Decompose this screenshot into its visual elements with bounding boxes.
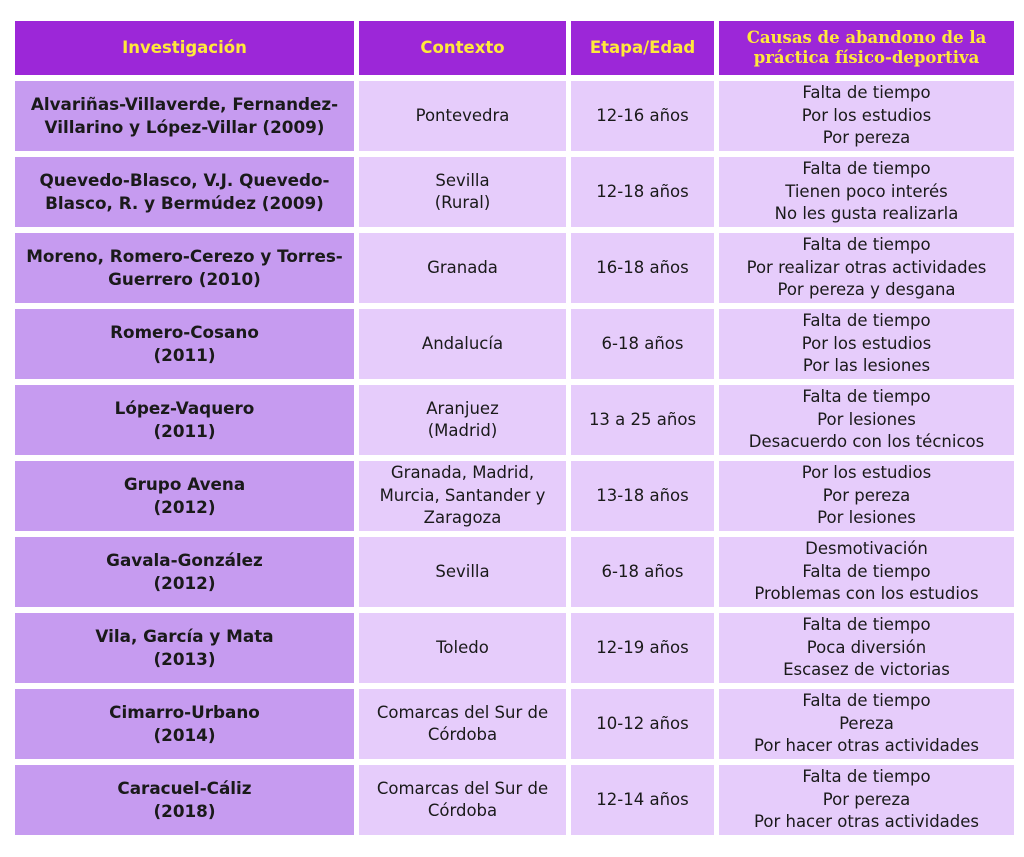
cell-line: (2013) — [153, 649, 216, 669]
context-cell — [359, 613, 566, 683]
header-row — [15, 21, 1014, 75]
table-row — [15, 157, 1014, 227]
context-cell — [359, 233, 566, 303]
table-row — [15, 689, 1014, 759]
causes-cell — [719, 309, 1014, 379]
cell-line: Moreno, Romero-Cerezo y Torres- — [26, 246, 343, 266]
cell-line: Córdoba — [427, 725, 498, 744]
author-cell — [15, 233, 354, 303]
author-cell — [15, 81, 354, 151]
cell-line: Falta de tiempo — [802, 690, 931, 710]
cell-line: (Rural) — [434, 193, 491, 212]
context-cell — [359, 81, 566, 151]
causes-cell — [719, 81, 1014, 151]
cell-line: Por hacer otras actividades — [754, 812, 979, 832]
cell-line: (Madrid) — [427, 421, 498, 440]
cell-line: Poca diversión — [806, 637, 927, 657]
cell-line: No les gusta realizarla — [774, 204, 959, 224]
context-cell — [359, 765, 566, 835]
table-row — [15, 765, 1014, 835]
age-cell: 6-18 años — [571, 537, 714, 607]
author-cell — [15, 613, 354, 683]
author-cell — [15, 461, 354, 531]
cell-line: Por las lesiones — [802, 356, 931, 376]
cell-line: (2014) — [153, 725, 216, 745]
table-header — [15, 21, 1014, 75]
cell-line: Comarcas del Sur de — [376, 702, 549, 722]
cell-line: Alvariñas-Villaverde, Fernandez- — [30, 94, 339, 114]
cell-line: Problemas con los estudios — [754, 584, 979, 604]
cell-line: (2011) — [153, 345, 216, 365]
cell-line: Pereza — [839, 713, 894, 733]
header-investigacion: Investigación — [15, 21, 354, 75]
cell-line: Por pereza — [822, 128, 911, 148]
cell-line: Por pereza — [822, 789, 911, 809]
age-cell: 6-18 años — [571, 309, 714, 379]
research-table — [10, 15, 1019, 841]
cell-line: Por pereza y desgana — [777, 280, 956, 300]
author-cell — [15, 157, 354, 227]
cell-line: Villarino y López-Villar (2009) — [44, 117, 325, 137]
context-cell — [359, 689, 566, 759]
cell-line: Gavala-González — [106, 550, 263, 570]
age-cell: 10-12 años — [571, 689, 714, 759]
cell-line: Por pereza — [822, 485, 911, 505]
table-row — [15, 309, 1014, 379]
author-cell — [15, 537, 354, 607]
cell-line: Falta de tiempo — [802, 614, 931, 634]
header-causas: Causas de abandono de la práctica físico-deportiva — [719, 21, 1014, 75]
context-cell — [359, 385, 566, 455]
causes-cell — [719, 385, 1014, 455]
cell-line: Caracuel-Cáliz — [117, 778, 252, 798]
cell-line: Cimarro-Urbano — [109, 702, 260, 722]
cell-line: Pontevedra — [415, 105, 510, 125]
header-contexto: Contexto — [359, 21, 566, 75]
context-cell — [359, 309, 566, 379]
age-cell: 16-18 años — [571, 233, 714, 303]
cell-line: Por realizar otras actividades — [746, 257, 987, 277]
age-cell: 12-16 años — [571, 81, 714, 151]
age-cell: 13 a 25 años — [571, 385, 714, 455]
cell-line: Tienen poco interés — [785, 181, 948, 201]
cell-line: Por los estudios — [801, 462, 932, 482]
cell-line: López-Vaquero — [114, 398, 255, 418]
table-row — [15, 461, 1014, 531]
cell-line: Falta de tiempo — [802, 561, 931, 581]
age-cell: 12-18 años — [571, 157, 714, 227]
causes-cell — [719, 537, 1014, 607]
table-row — [15, 537, 1014, 607]
cell-line: Andalucía — [421, 333, 504, 353]
cell-line: Granada — [427, 257, 498, 277]
author-cell — [15, 689, 354, 759]
cell-line: Por lesiones — [817, 508, 916, 528]
cell-line: Córdoba — [427, 801, 498, 820]
cell-line: Romero-Cosano — [110, 322, 259, 342]
cell-line: Falta de tiempo — [802, 158, 931, 178]
cell-line: Falta de tiempo — [802, 310, 931, 330]
cell-line: Grupo Avena — [123, 474, 246, 494]
causes-cell — [719, 613, 1014, 683]
cell-line: Toledo — [436, 637, 489, 657]
table-row — [15, 385, 1014, 455]
causes-cell — [719, 157, 1014, 227]
cell-line: Blasco, R. y Bermúdez (2009) — [45, 193, 324, 213]
cell-line: Falta de tiempo — [802, 82, 931, 102]
context-cell — [359, 461, 566, 531]
cell-line: Por los estudios — [801, 333, 932, 353]
causes-cell — [719, 689, 1014, 759]
cell-line: Falta de tiempo — [802, 766, 931, 786]
age-cell: 13-18 años — [571, 461, 714, 531]
cell-line: Comarcas del Sur de — [376, 778, 549, 798]
cell-line: (2012) — [153, 497, 216, 517]
cell-line: Desmotivación — [805, 538, 928, 558]
cell-line: Falta de tiempo — [802, 386, 931, 406]
author-cell — [15, 385, 354, 455]
cell-line: Guerrero (2010) — [108, 269, 261, 289]
cell-line: Vila, García y Mata — [95, 626, 274, 646]
cell-line: Por los estudios — [801, 105, 932, 125]
cell-line: Por lesiones — [817, 409, 916, 429]
table-body — [15, 81, 1014, 835]
cell-line: Zaragoza — [423, 508, 502, 528]
causes-cell — [719, 765, 1014, 835]
header-etapa-edad: Etapa/Edad — [571, 21, 714, 75]
age-cell: 12-14 años — [571, 765, 714, 835]
table-row — [15, 233, 1014, 303]
context-cell — [359, 157, 566, 227]
cell-line: Escasez de victorias — [783, 660, 950, 680]
age-cell: 12-19 años — [571, 613, 714, 683]
cell-line: Falta de tiempo — [802, 234, 931, 254]
table-row — [15, 613, 1014, 683]
context-cell — [359, 537, 566, 607]
cell-line: Aranjuez — [426, 398, 499, 418]
cell-line: (2012) — [153, 573, 216, 593]
cell-line: Murcia, Santander y — [379, 485, 546, 505]
causes-cell — [719, 461, 1014, 531]
causes-cell — [719, 233, 1014, 303]
cell-line: Desacuerdo con los técnicos — [748, 432, 985, 452]
cell-line: (2011) — [153, 421, 216, 441]
author-cell — [15, 765, 354, 835]
author-cell — [15, 309, 354, 379]
cell-line: Sevilla — [435, 170, 490, 190]
cell-line: Sevilla — [435, 561, 490, 581]
cell-line: Por hacer otras actividades — [754, 736, 979, 756]
cell-line: Granada, Madrid, — [390, 463, 535, 483]
cell-line: (2018) — [153, 801, 216, 821]
cell-line: Quevedo-Blasco, V.J. Quevedo- — [39, 170, 330, 190]
table-row — [15, 81, 1014, 151]
